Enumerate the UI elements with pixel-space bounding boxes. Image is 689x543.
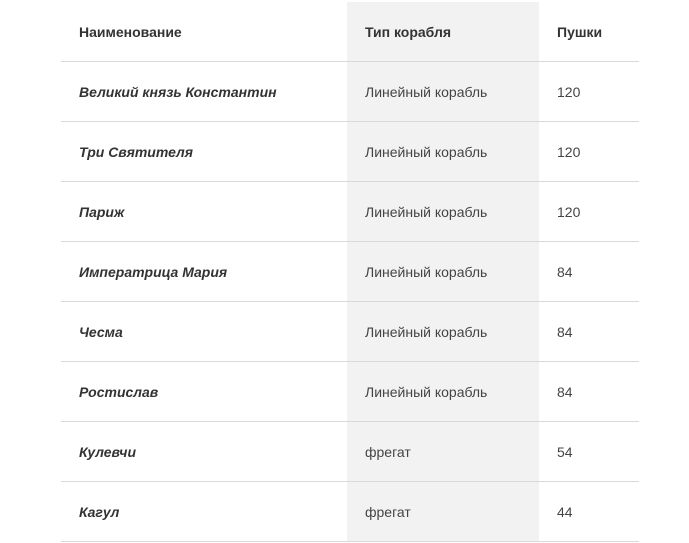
column-header-name: Наименование xyxy=(61,2,347,62)
ship-name-cell: Кулевчи xyxy=(61,422,347,482)
ship-type-cell: Линейный корабль xyxy=(347,362,539,422)
table-row xyxy=(61,62,639,122)
ship-type-cell: фрегат xyxy=(347,482,539,542)
ship-type-cell: Линейный корабль xyxy=(347,122,539,182)
ship-type-cell: Линейный корабль xyxy=(347,302,539,362)
table-row xyxy=(61,302,639,362)
ship-name-cell: Три Святителя xyxy=(61,122,347,182)
ship-name-cell: Императрица Мария xyxy=(61,242,347,302)
ship-name-cell: Кагул xyxy=(61,482,347,542)
ship-guns-cell: 84 xyxy=(539,362,639,422)
table-row xyxy=(61,182,639,242)
ship-guns-cell: 120 xyxy=(539,62,639,122)
table-row xyxy=(61,422,639,482)
ship-guns-cell: 120 xyxy=(539,122,639,182)
ship-name-cell: Чесма xyxy=(61,302,347,362)
table-row xyxy=(61,362,639,422)
ship-name-cell: Великий князь Константин xyxy=(61,62,347,122)
ships-table xyxy=(61,2,639,542)
ships-table-container xyxy=(61,2,639,542)
ship-guns-cell: 84 xyxy=(539,302,639,362)
table-row xyxy=(61,122,639,182)
ship-type-cell: Линейный корабль xyxy=(347,242,539,302)
ship-name-cell: Париж xyxy=(61,182,347,242)
table-header-row xyxy=(61,2,639,62)
table-row xyxy=(61,242,639,302)
table-row xyxy=(61,482,639,542)
ship-guns-cell: 54 xyxy=(539,422,639,482)
ship-type-cell: фрегат xyxy=(347,422,539,482)
column-header-type: Тип корабля xyxy=(347,2,539,62)
ship-type-cell: Линейный корабль xyxy=(347,62,539,122)
ship-guns-cell: 84 xyxy=(539,242,639,302)
ship-name-cell: Ростислав xyxy=(61,362,347,422)
ship-guns-cell: 120 xyxy=(539,182,639,242)
ship-guns-cell: 44 xyxy=(539,482,639,542)
column-header-guns: Пушки xyxy=(539,2,639,62)
ship-type-cell: Линейный корабль xyxy=(347,182,539,242)
